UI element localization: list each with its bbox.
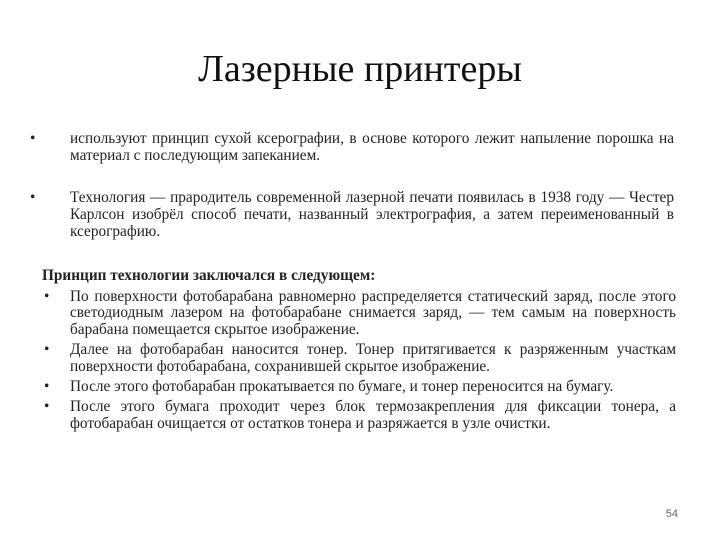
bullet-dot: • <box>44 378 50 396</box>
list-item <box>42 399 676 432</box>
list-item <box>30 189 674 240</box>
principle-section <box>42 266 676 432</box>
bullet-dot: • <box>44 398 50 416</box>
principle-list <box>42 289 676 432</box>
bullet-text: используют принцип сухой ксерографии, в основе которого лежит напыление порошка на материал с последующим запеканием. <box>70 130 674 164</box>
list-item <box>42 289 676 338</box>
bullet-dot: • <box>44 341 50 359</box>
principle-text: Далее на фотобарабан наносится тонер. Тонер притягивается к разряженным участкам поверхности фотобарабана, сохранившей скрытое изображение. <box>70 341 676 375</box>
top-bullet-list <box>30 130 674 265</box>
bullet-dot: • <box>44 288 50 305</box>
bullet-dot: • <box>30 130 36 147</box>
principle-text: После этого бумага проходит через блок термозакрепления для фиксации тонера, а фотобарабан очищается от остатков тонера и разряжается в узле очистки. <box>70 398 676 432</box>
bullet-text: Технология — прародитель современной лазерной печати появилась в 1938 году — Честер Карлсон изобрёл способ печати, названный электрография, а затем переименованный в ксерографию. <box>70 189 674 240</box>
list-item <box>42 379 676 395</box>
principle-text: После этого фотобарабан прокатывается по бумаге, и тонер переносится на бумагу. <box>70 378 614 396</box>
principle-text: По поверхности фотобарабана равномерно распределяется статический заряд, после этого светодиодным лазером на фотобарабане снимается заряд, — тем самым на поверхность барабана помещается скрытое изображение. <box>70 288 676 338</box>
list-item <box>30 130 674 164</box>
list-item <box>42 342 676 375</box>
bullet-dot: • <box>30 189 36 206</box>
page-number: 54 <box>665 508 678 520</box>
slide-title: Лазерные принтеры <box>198 48 522 90</box>
principle-heading: Принцип технологии заключался в следующем: <box>42 267 376 284</box>
